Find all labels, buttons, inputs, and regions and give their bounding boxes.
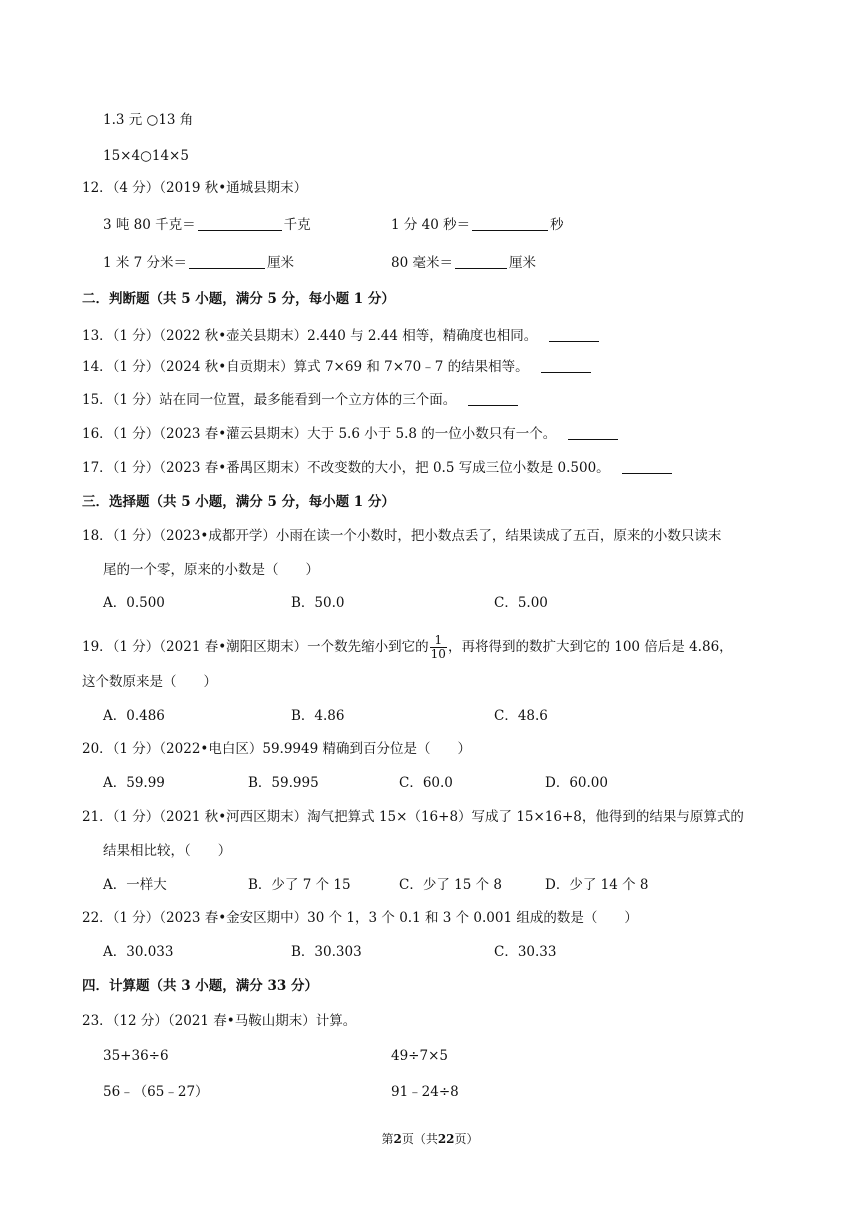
page-number: 2 (393, 1132, 402, 1146)
section-calc-heading: 四．计算题（共 3 小题，满分 33 分） (82, 978, 318, 994)
q19-option-c[interactable]: C．48.6 (494, 708, 548, 724)
answer-blank[interactable] (455, 254, 507, 269)
q20-option-c[interactable]: C．60.0 (399, 775, 453, 791)
q12-item-d: 80 毫米＝ 厘米 (391, 255, 536, 271)
q18-option-c[interactable]: C．5.00 (494, 595, 548, 611)
judge-question-17: 17．（1 分）（2023 春•番禺区期末）不改变数的大小，把 0.5 写成三位小数是 0.500。 (82, 459, 674, 477)
page-total: 22 (437, 1132, 455, 1146)
judge-question-15: 15．（1 分）站在同一位置，最多能看到一个立方体的三个面。 (82, 391, 520, 409)
q22-line-1: 22．（1 分）（2023 春•金安区期中）30 个 1，3 个 0.1 和 3 个 0.001 组成的数是（ ） (82, 910, 638, 926)
q23-expression-4: 91﹣24÷8 (391, 1084, 459, 1100)
q20-line-1: 20．（1 分）（2022•电白区）59.9949 精确到百分位是（ ） (82, 741, 471, 757)
q20-option-d[interactable]: D．60.00 (545, 775, 608, 791)
section-judge-heading: 二．判断题（共 5 小题，满分 5 分，每小题 1 分） (82, 291, 395, 307)
q22-option-c[interactable]: C．30.33 (494, 944, 557, 960)
q20-option-a[interactable]: A．59.99 (103, 775, 165, 791)
answer-blank[interactable] (622, 459, 672, 474)
q21-option-c[interactable]: C．少了 15 个 8 (399, 877, 502, 893)
answer-blank[interactable] (189, 254, 265, 269)
answer-blank[interactable] (541, 358, 591, 373)
judge-question-13: 13．（1 分）（2022 秋•壶关县期末）2.440 与 2.44 相等，精确度也相同。 (82, 327, 601, 345)
q23-expression-1: 35+36÷6 (103, 1048, 169, 1064)
prev-compare-line-1: 1.3 元 ○13 角 (103, 112, 194, 128)
answer-blank[interactable] (549, 327, 599, 342)
q21-option-a[interactable]: A．一样大 (103, 877, 167, 893)
q21-option-b[interactable]: B．少了 7 个 15 (248, 877, 351, 893)
q18-option-a[interactable]: A．0.500 (103, 595, 165, 611)
fraction: $\frac{1}{10}$ (430, 633, 446, 661)
q18-line-2: 尾的一个零，原来的小数是（ ） (103, 562, 319, 578)
q21-line-2: 结果相比较，（ ） (103, 843, 232, 859)
q12-item-b: 1 分 40 秒＝ 秒 (391, 217, 564, 233)
section-choice-heading: 三．选择题（共 5 小题，满分 5 分，每小题 1 分） (82, 494, 395, 510)
page-footer: 第2页（共22页） (381, 1132, 479, 1146)
answer-blank[interactable] (568, 425, 618, 440)
q20-option-b[interactable]: B．59.995 (248, 775, 319, 791)
q19-option-b[interactable]: B．4.86 (291, 708, 345, 724)
answer-blank[interactable] (198, 216, 282, 231)
answer-blank[interactable] (472, 216, 548, 231)
q19-line-1: 19．（1 分）（2021 春•潮阳区期末）一个数先缩小到它的 $\frac{1}{10}$ ，再将得到的数扩大到它的 100 倍后是 4.86， (82, 633, 733, 661)
q21-option-d[interactable]: D．少了 14 个 8 (545, 877, 649, 893)
q23-heading: 23．（12 分）（2021 春•马鞍山期末）计算。 (82, 1013, 357, 1029)
q23-expression-3: 56﹣（65﹣27） (103, 1084, 209, 1100)
q19-option-a[interactable]: A．0.486 (103, 708, 165, 724)
q12-heading: 12．（4 分）（2019 秋•通城县期末） (82, 180, 308, 196)
answer-blank[interactable] (468, 391, 518, 406)
q22-option-b[interactable]: B．30.303 (291, 944, 362, 960)
q22-option-a[interactable]: A．30.033 (103, 944, 174, 960)
prev-compare-line-2: 15×4○14×5 (103, 148, 189, 164)
q18-line-1: 18．（1 分）（2023•成都开学）小雨在读一个小数时，把小数点丢了，结果读成了五百，原来的小数只读末 (82, 528, 722, 544)
q18-option-b[interactable]: B．50.0 (291, 595, 345, 611)
q19-line-2: 这个数原来是（ ） (82, 674, 217, 690)
q12-item-a: 3 吨 80 千克＝ 千克 (103, 217, 311, 233)
judge-question-16: 16．（1 分）（2023 春•灌云县期末）大于 5.6 小于 5.8 的一位小数只有一个。 (82, 425, 620, 443)
q12-item-c: 1 米 7 分米＝ 厘米 (103, 255, 295, 271)
judge-question-14: 14．（1 分）（2024 秋•自贡期末）算式 7×69 和 7×70﹣7 的结果相等。 (82, 358, 593, 376)
q23-expression-2: 49÷7×5 (391, 1048, 448, 1064)
q21-line-1: 21．（1 分）（2021 秋•河西区期末）淘气把算式 15×（16+8）写成了 15×16+8，他得到的结果与原算式的 (82, 809, 744, 825)
